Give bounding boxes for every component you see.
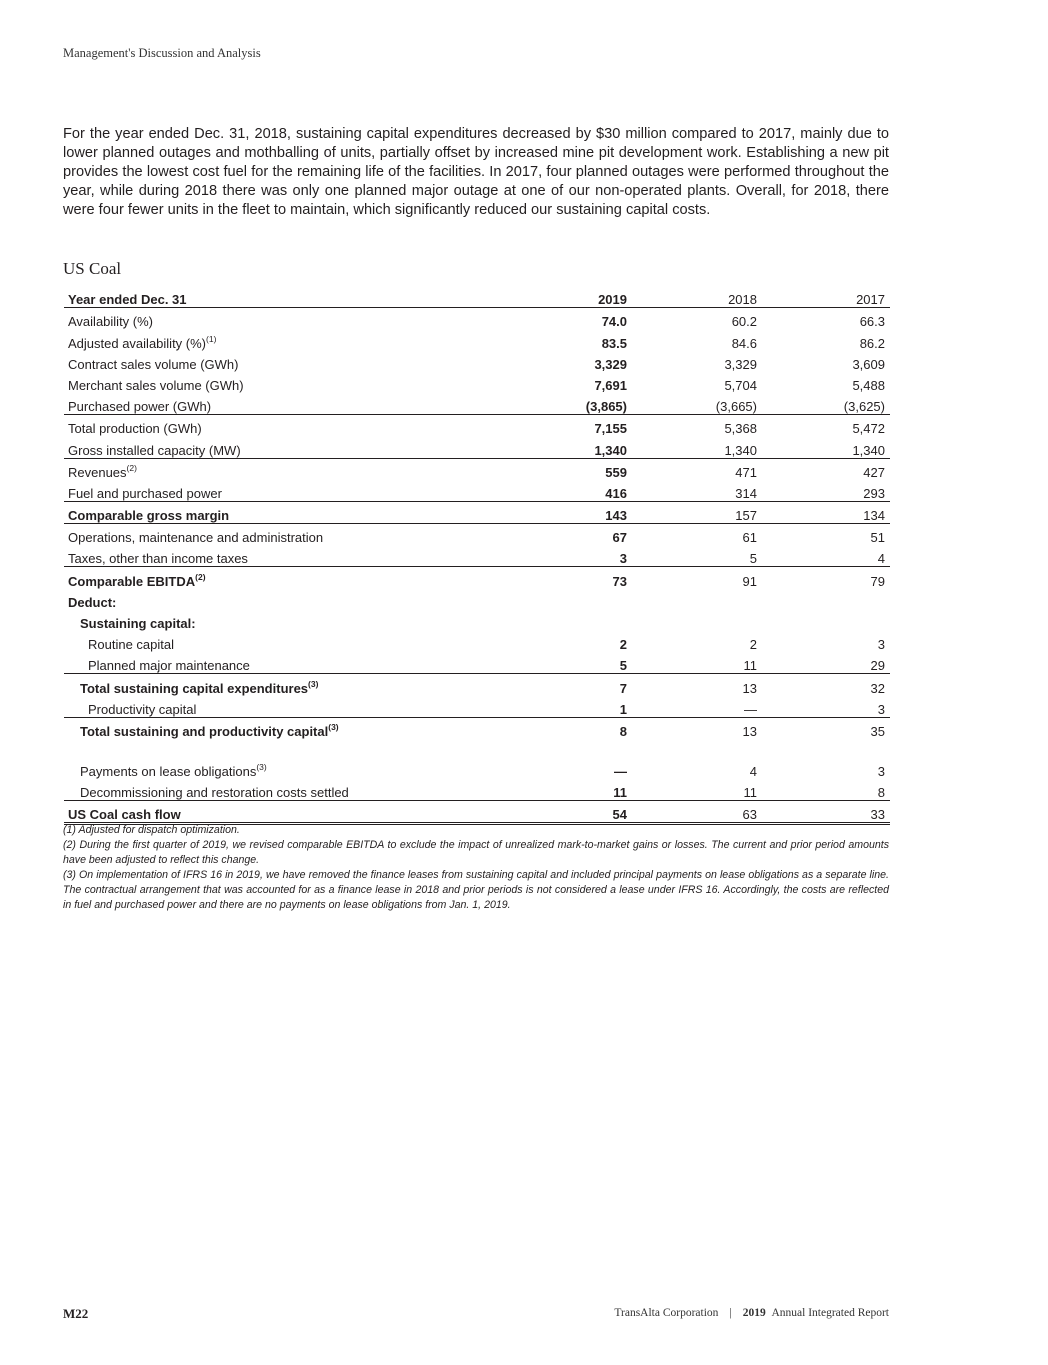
value-2017: 293 — [762, 480, 890, 502]
value-2019: 7,691 — [594, 377, 627, 393]
value-2019: 74.0 — [601, 314, 627, 330]
value-2017: 3 — [877, 763, 885, 779]
footnotes — [63, 823, 889, 913]
footnote-2: (2) During the first quarter of 2019, we revised comparable EBITDA to exclude the impact of unrealized mark-to-market gains or losses. The current and prior period amounts have been adjusted to reflect this change. — [63, 839, 889, 866]
row-label: Adjusted availability (%) — [68, 335, 207, 351]
header-2019: 2019 — [504, 286, 632, 308]
footer-year: 2019 — [742, 1307, 766, 1319]
table-row — [64, 545, 890, 567]
row-label: Fuel and purchased power — [68, 485, 222, 501]
value-2018: 5,368 — [724, 421, 757, 437]
value-2017: 3,609 — [852, 356, 885, 372]
row-label: Comparable EBITDA — [68, 573, 196, 589]
value-2017: 8 — [762, 779, 890, 801]
table-row — [64, 436, 890, 458]
value-2018: 11 — [632, 779, 762, 801]
footnote-ref: (2) — [126, 462, 137, 473]
value-2018: 314 — [632, 480, 762, 502]
row-label: Purchased power (GWh) — [68, 399, 212, 415]
row-label: Total production (GWh) — [68, 421, 202, 437]
table-row — [64, 372, 890, 393]
value-2019: 5 — [504, 652, 632, 674]
footer-company: TransAlta Corporation — [614, 1307, 719, 1319]
table-row — [64, 501, 890, 523]
value-2017: 79 — [870, 573, 885, 589]
value-2017: 86.2 — [859, 335, 885, 351]
row-label: Sustaining capital: — [80, 616, 196, 631]
value-2019: 559 — [605, 464, 627, 480]
table-header-row — [64, 286, 890, 308]
value-2017: 51 — [870, 530, 885, 546]
table-row — [64, 567, 890, 589]
row-label: Decommissioning and restoration costs settled — [80, 785, 349, 801]
value-2017: 134 — [762, 501, 890, 523]
value-2019: (3,865) — [504, 393, 632, 415]
value-2019: 143 — [504, 501, 632, 523]
table-row — [64, 415, 890, 437]
value-2017: 32 — [870, 680, 885, 696]
value-2018: — — [632, 696, 762, 718]
value-2019: 73 — [612, 573, 627, 589]
value-2019: 1,340 — [504, 436, 632, 458]
value-2017: 29 — [762, 652, 890, 674]
table-row — [64, 739, 890, 779]
footnote-ref: (3) — [328, 721, 339, 732]
row-label: Comparable gross margin — [68, 508, 230, 524]
row-label: Total sustaining capital expenditures — [80, 680, 309, 696]
footnote-3: (3) On implementation of IFRS 16 in 2019, we have removed the finance leases from sustaining capital and included principal payments on lease obligations as a separate line. The contractual arrangement that was accounted for as a finance lease in 2018 and prior periods is not considered a lease under IFRS 16. Accordingly, the costs are reflected in fuel and purchased power and there are no payments on lease obligations from Jan. 1, 2019. — [63, 869, 889, 911]
row-label: Payments on lease obligations — [80, 763, 257, 779]
table-row — [64, 696, 890, 718]
us-coal-table — [64, 286, 890, 825]
row-label: Operations, maintenance and administration — [68, 530, 324, 546]
table-row — [64, 589, 890, 610]
footnote-1: (1) Adjusted for dispatch optimization. — [63, 824, 240, 836]
value-2019: 3,329 — [594, 356, 627, 372]
row-label: Productivity capital — [88, 701, 197, 717]
table-row — [64, 631, 890, 652]
row-label: Deduct: — [68, 594, 117, 610]
value-2017: 35 — [870, 723, 885, 739]
value-2019: 8 — [619, 723, 627, 739]
row-label: Planned major maintenance — [88, 658, 250, 674]
value-2018: 2 — [749, 637, 757, 653]
footnote-ref: (1) — [206, 333, 217, 344]
value-2017: 3 — [877, 637, 885, 653]
value-2018: 91 — [742, 573, 757, 589]
value-2018: 157 — [632, 501, 762, 523]
table-row — [64, 393, 890, 415]
value-2019: 11 — [504, 779, 632, 801]
value-2019: 3 — [504, 545, 632, 567]
table-row — [64, 674, 890, 696]
value-2018: 5,704 — [724, 377, 757, 393]
value-2018: 63 — [632, 801, 762, 824]
value-2018: 4 — [749, 763, 757, 779]
row-label: Availability (%) — [68, 314, 154, 330]
footnote-ref: (3) — [308, 678, 319, 689]
row-label: Routine capital — [88, 637, 174, 653]
value-2018: 471 — [735, 464, 757, 480]
table-row — [64, 801, 890, 824]
value-2019: 54 — [504, 801, 632, 824]
value-2017: 4 — [762, 545, 890, 567]
value-2018: 60.2 — [731, 314, 757, 330]
header-2017: 2017 — [762, 286, 890, 308]
value-2019: 1 — [504, 696, 632, 718]
value-2018: 5 — [632, 545, 762, 567]
value-2018: 11 — [632, 652, 762, 674]
value-2017: 427 — [863, 464, 885, 480]
page-footer — [614, 1307, 889, 1319]
value-2019: 7,155 — [594, 421, 627, 437]
footer-separator: | — [729, 1307, 732, 1319]
table-row — [64, 458, 890, 480]
value-2017: 33 — [762, 801, 890, 824]
value-2018: 84.6 — [731, 335, 757, 351]
table-row — [64, 351, 890, 372]
value-2019: — — [614, 763, 627, 779]
value-2018: (3,665) — [632, 393, 762, 415]
footer-report: Annual Integrated Report — [771, 1307, 889, 1319]
row-label: Taxes, other than income taxes — [68, 551, 248, 567]
row-label: US Coal cash flow — [68, 807, 181, 823]
header-label: Year ended Dec. 31 — [64, 286, 504, 308]
value-2017: 5,488 — [852, 377, 885, 393]
table-row — [64, 779, 890, 801]
value-2017: 5,472 — [852, 421, 885, 437]
value-2018: 61 — [742, 530, 757, 546]
row-label: Gross installed capacity (MW) — [68, 442, 241, 458]
value-2019: 2 — [619, 637, 627, 653]
value-2019: 83.5 — [601, 335, 627, 351]
intro-paragraph: For the year ended Dec. 31, 2018, sustaining capital expenditures decreased by $30 million compared to 2017, mainly due to lower planned outages and mothballing of units, partially offset by increased mine pit development work. Establishing a new pit provides the lowest cost fuel for the remaining life of the facilities. In 2017, four planned outages were performed throughout the year, while during 2018 there was only one planned major outage at one of our non-operated plants. Overall, for 2018, there were four fewer units in the fleet to maintain, which significantly reduced our sustaining capital costs. — [63, 126, 889, 218]
header-2018: 2018 — [632, 286, 762, 308]
table-row — [64, 652, 890, 674]
value-2019: 7 — [619, 680, 627, 696]
table-row — [64, 717, 890, 739]
section-title: US Coal — [63, 259, 122, 278]
value-2018: 13 — [742, 680, 757, 696]
value-2019: 67 — [612, 530, 627, 546]
value-2017: 1,340 — [762, 436, 890, 458]
value-2018: 3,329 — [724, 356, 757, 372]
table-row — [64, 480, 890, 502]
running-header: Management's Discussion and Analysis — [63, 46, 261, 60]
page-number: M22 — [63, 1306, 89, 1321]
footnote-ref: (2) — [195, 571, 206, 582]
row-label: Contract sales volume (GWh) — [68, 356, 239, 372]
footnote-ref: (3) — [256, 761, 267, 772]
table-row — [64, 329, 890, 350]
table-row — [64, 524, 890, 546]
table-row — [64, 610, 890, 631]
row-label: Total sustaining and productivity capital — [80, 723, 329, 739]
value-2017: (3,625) — [762, 393, 890, 415]
value-2018: 1,340 — [632, 436, 762, 458]
value-2017: 3 — [762, 696, 890, 718]
row-label: Merchant sales volume (GWh) — [68, 377, 244, 393]
value-2019: 416 — [504, 480, 632, 502]
table-row — [64, 308, 890, 330]
value-2017: 66.3 — [859, 314, 885, 330]
row-label: Revenues — [68, 464, 127, 480]
value-2018: 13 — [742, 723, 757, 739]
